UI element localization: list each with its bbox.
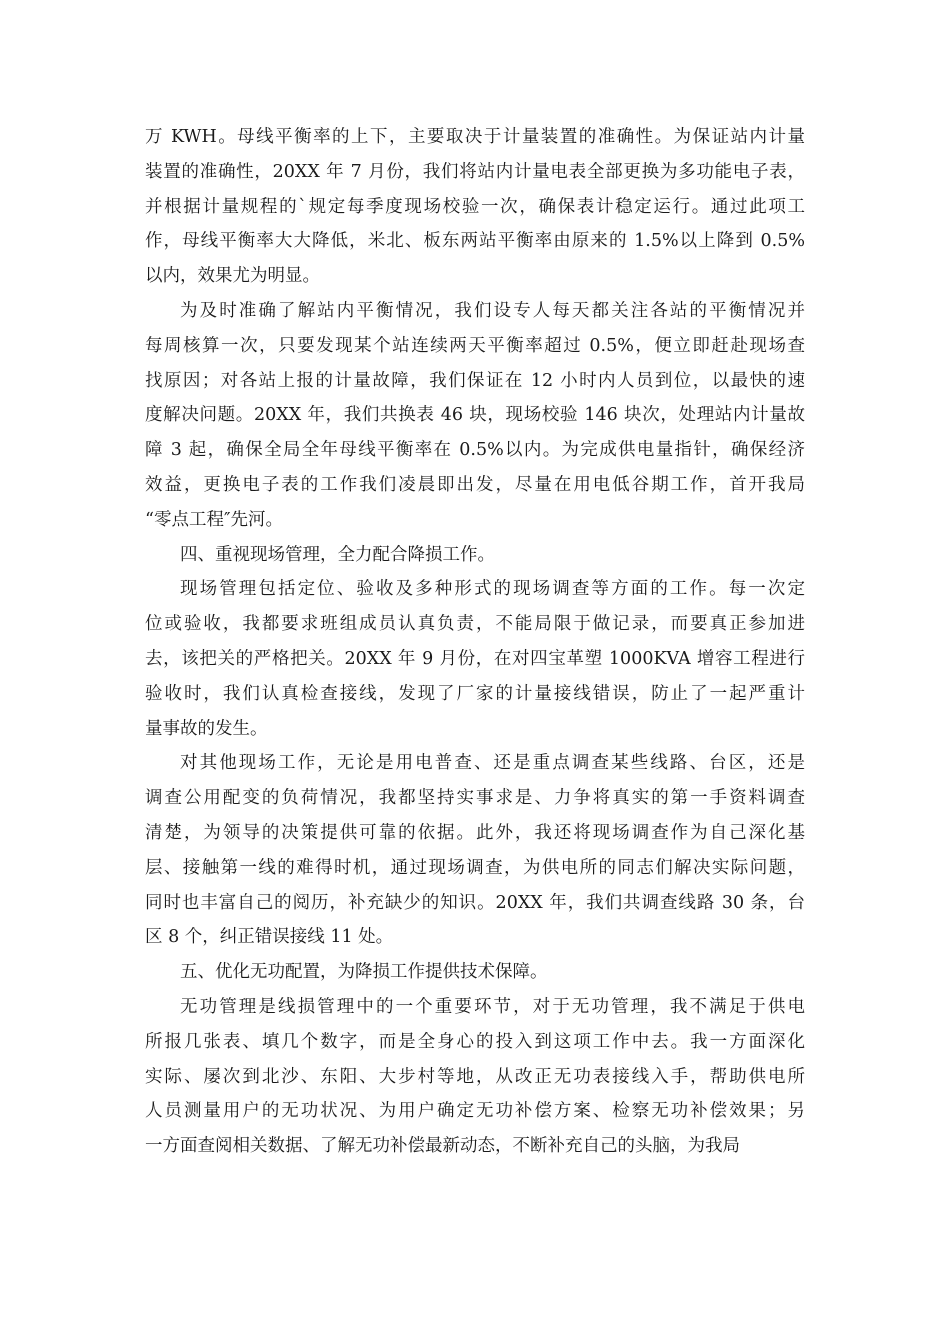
text-line: 量事故的发生。 bbox=[145, 718, 268, 739]
text-line: 度解决问题。20XX 年，我们共换表 46 块，现场校验 146 块次，处理站内计量故 bbox=[145, 405, 805, 426]
text-line: 实际、屡次到北沙、东阳、大步村等地，从改正无功表接线入手，帮助供电所 bbox=[145, 1066, 805, 1087]
text-line: 人员测量用户的无功状况、为用户确定无功补偿方案、检察无功补偿效果；另 bbox=[145, 1101, 805, 1122]
text-line: 为及时准确了解站内平衡情况，我们设专人每天都关注各站的平衡情况并 bbox=[180, 300, 805, 321]
text-line: “零点工程″先河。 bbox=[145, 509, 283, 530]
paragraph-p6 bbox=[145, 955, 805, 990]
text-line: 作，母线平衡率大大降低，米北、板东两站平衡率由原来的 1.5%以上降到 0.5% bbox=[145, 231, 805, 252]
paragraph-p2 bbox=[145, 294, 805, 538]
text-line: 去，该把关的严格把关。20XX 年 9 月份，在对四宝革塑 1000KVA 增容工程进行 bbox=[145, 648, 805, 669]
text-line: 位或验收，我都要求班组成员认真负责，不能局限于做记录，而要真正参加进 bbox=[145, 614, 805, 635]
text-line: 清楚，为领导的决策提供可靠的依据。此外，我还将现场调查作为自己深化基 bbox=[145, 822, 805, 843]
text-line: 五、优化无功配置，为降损工作提供技术保障。 bbox=[180, 962, 548, 983]
text-line: 无功管理是线损管理中的一个重要环节，对于无功管理，我不满足于供电 bbox=[180, 996, 805, 1017]
text-line: 区 8 个，纠正错误接线 11 处。 bbox=[145, 927, 394, 948]
text-line: 并根据计量规程的`规定每季度现场校验一次，确保表计稳定运行。通过此项工 bbox=[145, 196, 805, 217]
text-line: 同时也丰富自己的阅历，补充缺少的知识。20XX 年，我们共调查线路 30 条，台 bbox=[145, 892, 805, 913]
text-line: 调查公用配变的负荷情况，我都坚持实事求是、力争将真实的第一手资料调查 bbox=[145, 788, 805, 809]
text-line: 障 3 起，确保全局全年母线平衡率在 0.5%以内。为完成供电量指针，确保经济 bbox=[145, 440, 805, 461]
text-line: 层、接触第一线的难得时机，通过现场调查，为供电所的同志们解决实际问题， bbox=[145, 857, 805, 878]
paragraph-p4 bbox=[145, 572, 805, 746]
text-line: 找原因；对各站上报的计量故障，我们保证在 12 小时内人员到位，以最快的速 bbox=[145, 370, 805, 391]
paragraph-p3 bbox=[145, 538, 805, 573]
paragraph-p7 bbox=[145, 990, 805, 1164]
document-body bbox=[145, 120, 805, 1164]
text-line: 效益，更换电子表的工作我们凌晨即出发，尽量在用电低谷期工作，首开我局 bbox=[145, 474, 805, 495]
text-line: 一方面查阅相关数据、了解无功补偿最新动态，不断补充自己的头脑，为我局 bbox=[145, 1136, 740, 1157]
text-line: 万 KWH。母线平衡率的上下，主要取决于计量装置的准确性。为保证站内计量 bbox=[145, 127, 805, 147]
text-line: 装置的准确性，20XX 年 7 月份，我们将站内计量电表全部更换为多功能电子表， bbox=[145, 161, 805, 182]
text-line: 每周核算一次，只要发现某个站连续两天平衡率超过 0.5%，便立即赶赴现场查 bbox=[145, 335, 805, 356]
text-line: 对其他现场工作，无论是用电普查、还是重点调查某些线路、台区，还是 bbox=[180, 753, 805, 774]
text-line: 现场管理包括定位、验收及多种形式的现场调查等方面的工作。每一次定 bbox=[180, 579, 805, 600]
text-line: 验收时，我们认真检查接线，发现了厂家的计量接线错误，防止了一起严重计 bbox=[145, 683, 805, 704]
paragraph-p1 bbox=[145, 120, 805, 294]
text-line: 所报几张表、填几个数字，而是全身心的投入到这项工作中去。我一方面深化 bbox=[145, 1031, 805, 1052]
paragraph-p5 bbox=[145, 746, 805, 955]
text-line: 四、重视现场管理，全力配合降损工作。 bbox=[180, 544, 495, 565]
text-line: 以内，效果尤为明显。 bbox=[145, 266, 320, 287]
